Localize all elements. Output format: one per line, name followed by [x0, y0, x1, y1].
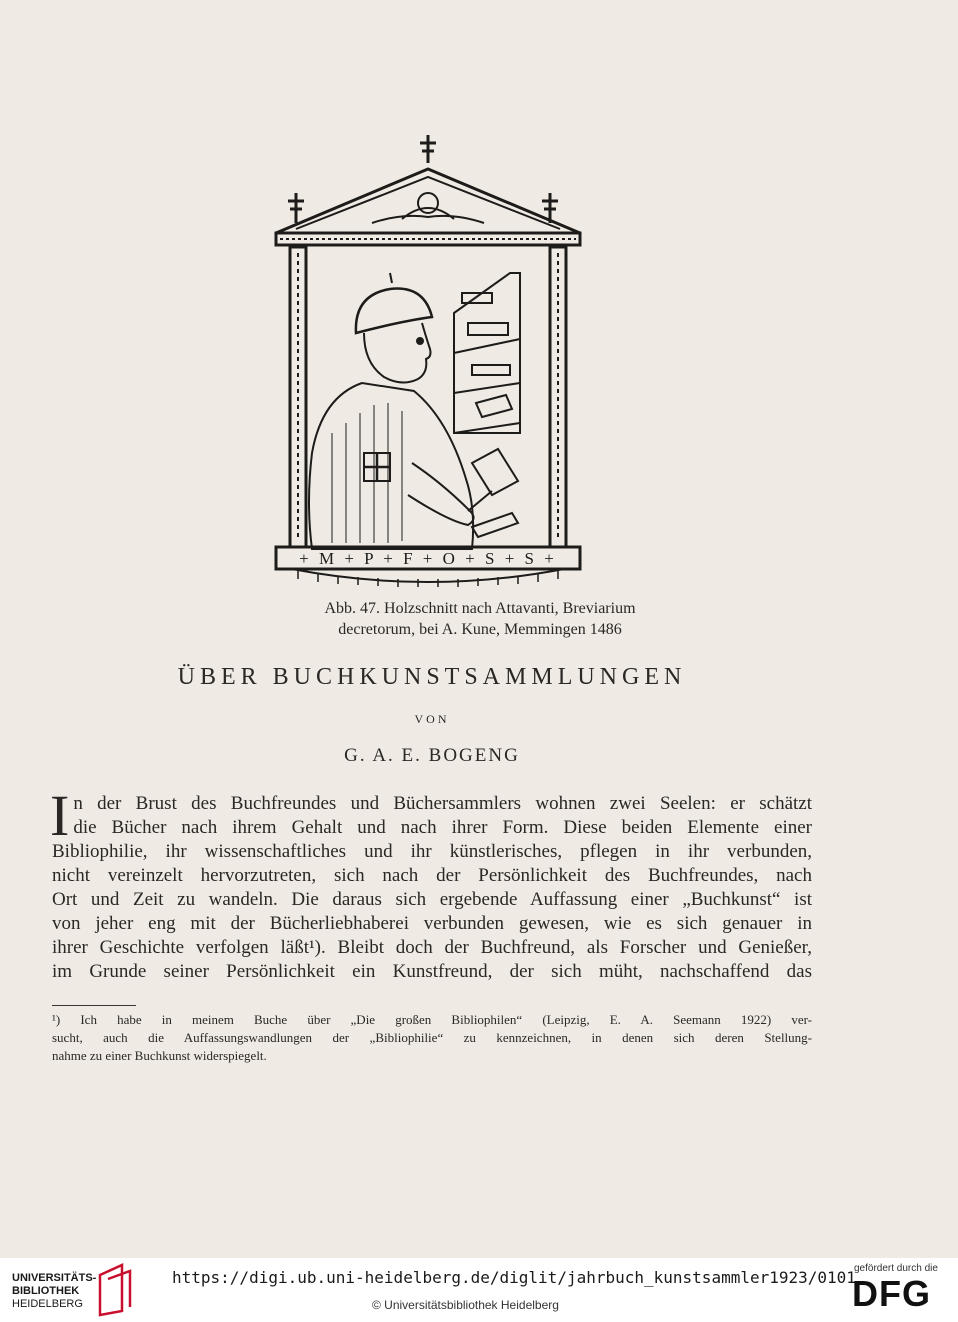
- permalink-url[interactable]: https://digi.ub.uni-heidelberg.de/diglit/jahrbuch_kunstsammler1923/0101: [172, 1268, 856, 1287]
- footnote-line: sucht, auch die Auffassungswandlungen der „Bibliophilie“ zu kennzeichnen, in denen sich deren Stellung-: [52, 1030, 812, 1045]
- body-text: [50, 783, 812, 984]
- dfg-logo: DFG: [852, 1273, 931, 1314]
- library-name-line-2: BIBLIOTHEK: [12, 1285, 80, 1297]
- figure-caption: [200, 598, 760, 640]
- funder-label: gefördert durch die: [854, 1263, 938, 1274]
- library-name-line-3: HEIDELBERG: [12, 1298, 83, 1310]
- drop-cap: I: [50, 783, 70, 848]
- library-logo-icon: [96, 1263, 136, 1317]
- body-line: von jeher eng mit der Bücherliebhaberei verbunden gewesen, wie es sich genauer in: [52, 913, 812, 934]
- footnote-line: nahme zu einer Buchkunst widerspiegelt.: [52, 1048, 267, 1063]
- body-line: nicht vereinzelt hervorzutreten, sich nach der Persönlichkeit des Buchfreundes, nach: [52, 865, 812, 886]
- article-author: G. A. E. BOGENG: [344, 745, 520, 766]
- footnote: [52, 1011, 812, 1065]
- footnote-line: ¹) Ich habe in meinem Buche über „Die großen Bibliophilen“ (Leipzig, E. A. Seemann 1922) ver-: [52, 1012, 812, 1027]
- body-line: Ort und Zeit zu wandeln. Die daraus sich ergebende Auffassung einer „Buchkunst“ ist: [52, 889, 812, 910]
- body-line: im Grunde seiner Persönlichkeit ein Kunstfreund, der sich müht, nachschaffend das: [52, 961, 812, 982]
- woodcut-scholar-icon: [272, 133, 584, 593]
- body-line: n der Brust des Buchfreundes und Büchersammlers wohnen zwei Seelen: er schätzt: [73, 793, 812, 814]
- body-line: ihrer Geschichte verfolgen läßt¹). Bleibt doch der Buchfreund, als Forscher und Genießer,: [52, 937, 812, 958]
- caption-line-1: Abb. 47. Holzschnitt nach Attavanti, Breviarium: [324, 600, 636, 617]
- body-line: Bibliophilie, ihr wissenschaftliches und ihr künstlerisches, pflegen in ihr verbunden,: [52, 841, 812, 862]
- article-title: ÜBER BUCHKUNSTSAMMLUNGEN: [177, 664, 687, 690]
- library-name-line-1: UNIVERSITÄTS-: [12, 1272, 97, 1284]
- byline-von: VON: [414, 712, 450, 726]
- woodcut-inscription: + M + P + F + O + S + S +: [299, 549, 557, 568]
- footnote-rule: [52, 1005, 136, 1006]
- copyright-notice: © Universitätsbibliothek Heidelberg: [372, 1298, 559, 1312]
- library-logo-text: [12, 1272, 96, 1311]
- caption-line-2: decretorum, bei A. Kune, Memmingen 1486: [338, 621, 622, 638]
- body-line: die Bücher nach ihrem Gehalt und nach ihrer Form. Diese beiden Elemente einer: [73, 817, 812, 838]
